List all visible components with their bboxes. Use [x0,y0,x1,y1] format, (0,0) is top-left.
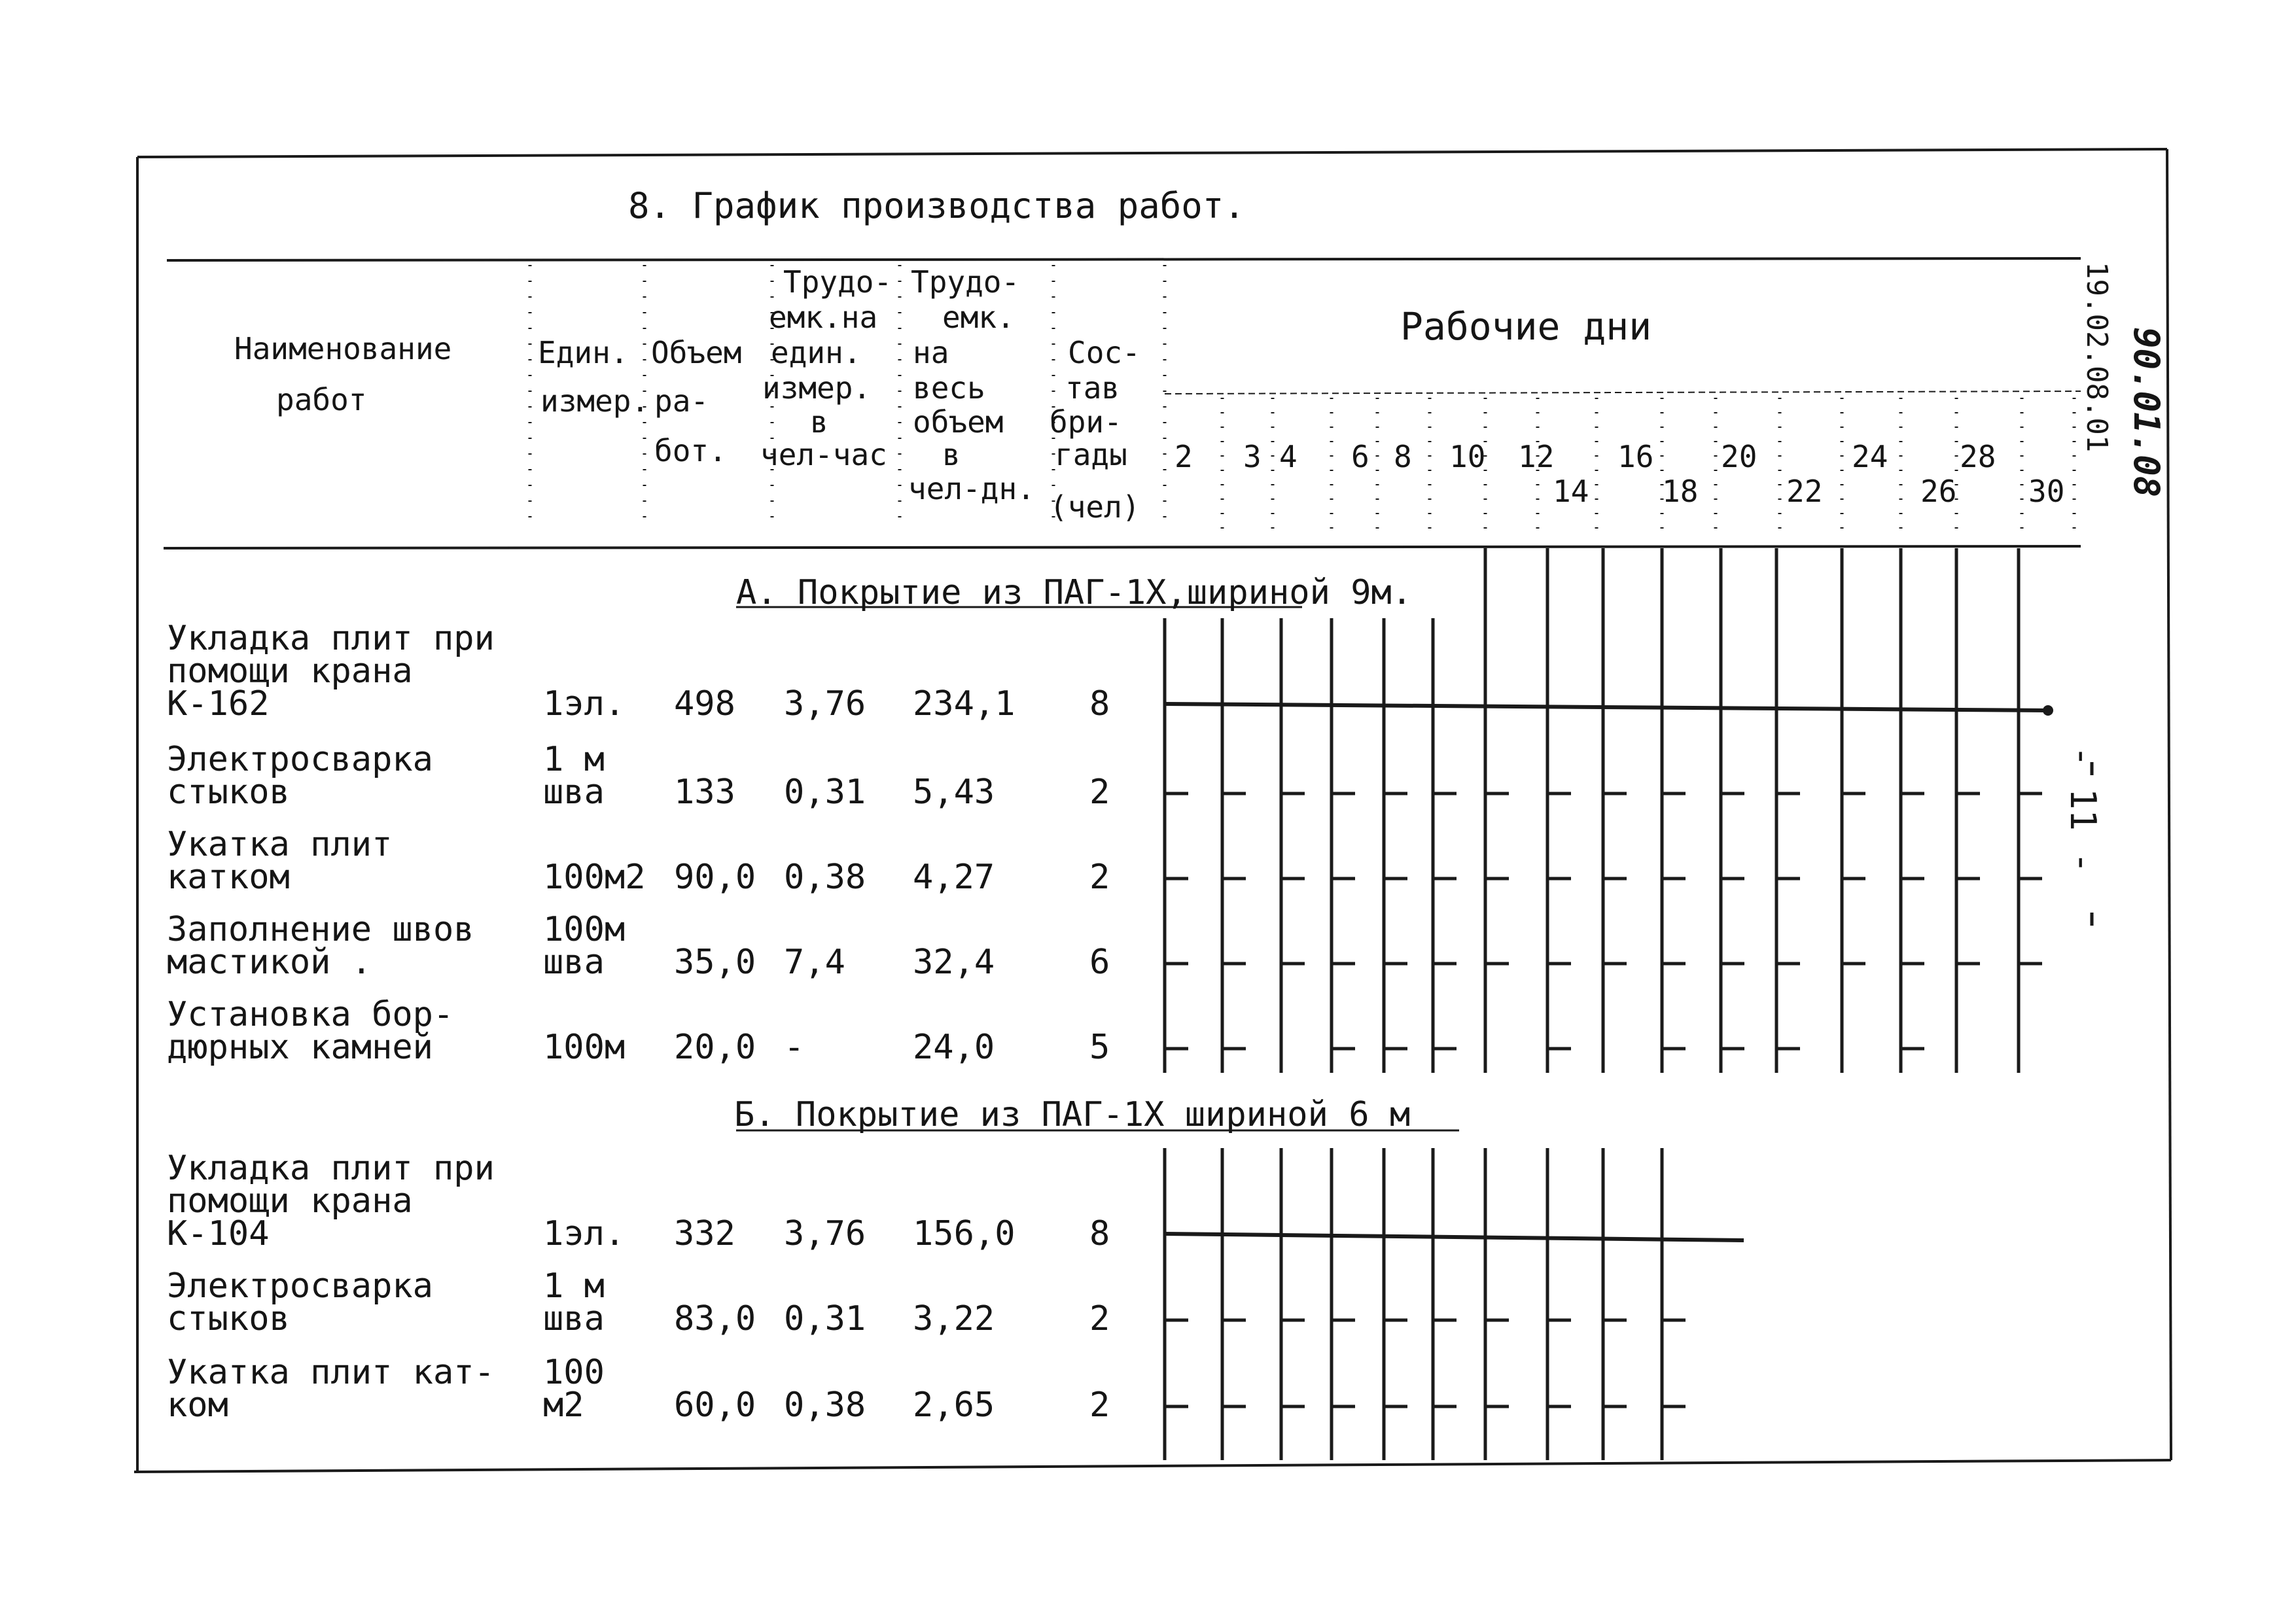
work-name-line: помощи крана [167,1181,413,1221]
frame-right [2167,149,2171,1460]
work-name-line: Электросварка [167,1266,433,1306]
work-name-line: Укатка плит [167,825,393,864]
header-unit-line: измер. [540,383,650,419]
work-crew-size: 2 [1089,1299,1110,1338]
work-crew-size: 6 [1089,943,1110,982]
work-name-line: Укладка плит при [167,1149,495,1188]
header-name-line: Наименование [234,331,452,366]
header-top-rule [167,258,2081,260]
section-title: А. Покрытие из ПАГ-1Х,шириной 9м. [736,573,1413,612]
work-unit: 100 [543,1353,605,1392]
work-labor-total: 32,4 [913,943,995,982]
header-labor-total-line: емк. [942,300,1015,335]
header-crew-line: тав [1065,370,1120,406]
work-crew-size: 8 [1089,684,1110,724]
header-labor-total-line: весь [913,370,985,406]
work-labor-per-unit: 0,31 [784,773,866,812]
work-name-line: Установка бор- [167,995,454,1034]
day-number-3: 3 [1243,439,1262,474]
work-unit: 1эл. [543,684,626,724]
work-unit: 1 м [543,740,605,779]
header-labor-total-line: объем [913,404,1004,440]
work-name-line: дюрных камней [167,1028,433,1067]
work-name-line: Электросварка [167,740,433,779]
day-number-2: 2 [1174,439,1193,474]
header-labor-unit-line: чел-час [760,437,887,472]
header-labor-unit-line: един. [771,335,862,370]
day-number-14: 14 [1553,474,1589,509]
header-labor-total-line: чел-дн. [908,471,1035,506]
frame-top [137,149,2167,157]
work-labor-per-unit: - [784,1028,805,1067]
gantt-bar-end [2043,705,2053,716]
work-labor-per-unit: 0,31 [784,1299,866,1338]
header-labor-total-line: Трудо- [911,264,1020,300]
work-name-line: мастикой . [167,943,372,982]
work-volume: 60,0 [674,1386,756,1425]
work-crew-size: 5 [1089,1028,1110,1067]
work-name-line: К-162 [167,684,270,724]
day-number-24: 24 [1852,439,1888,474]
header-name-line: работ [276,382,367,417]
work-name-line: стыков [167,773,290,812]
page-number: - 11 - [2062,746,2104,874]
header-crew-line: гады [1055,437,1127,472]
work-crew-size: 2 [1089,773,1110,812]
work-volume: 20,0 [674,1028,756,1067]
work-labor-total: 156,0 [913,1214,1016,1253]
header-labor-unit-line: емк.на [769,300,878,335]
work-unit: шва [543,1299,605,1338]
day-number-30: 30 [2028,474,2065,509]
work-name-line: ком [167,1386,228,1425]
work-volume: 35,0 [674,943,756,982]
day-number-4: 4 [1279,439,1298,474]
header-unit-line: Един. [538,335,629,370]
day-number-10: 10 [1449,439,1486,474]
day-number-20: 20 [1721,439,1757,474]
work-unit: 1эл. [543,1214,626,1253]
schedule-title: 8. График производства работ. [628,185,1245,226]
gantt-bar-continuous [1165,1234,1744,1240]
header-volume-line: бот. [654,433,727,468]
days-sub-rule [1165,391,2081,394]
work-unit: м2 [543,1386,584,1425]
work-name-line: катком [167,858,290,897]
days-title: Рабочие дни [1400,304,1652,349]
work-labor-total: 4,27 [913,858,995,897]
work-labor-total: 24,0 [913,1028,995,1067]
work-volume: 83,0 [674,1299,756,1338]
day-number-28: 28 [1960,439,1996,474]
work-unit: 100м2 [543,858,646,897]
work-labor-total: 234,1 [913,684,1016,724]
day-number-8: 8 [1394,439,1412,474]
work-volume: 498 [674,684,735,724]
day-number-12: 12 [1518,439,1555,474]
day-number-18: 18 [1662,474,1699,509]
work-volume: 133 [674,773,735,812]
work-labor-total: 2,65 [913,1386,995,1425]
day-number-16: 16 [1617,439,1654,474]
header-crew-line: бри- [1050,404,1122,440]
work-volume: 332 [674,1214,735,1253]
work-crew-size: 8 [1089,1214,1110,1253]
work-name-line: помощи крана [167,652,413,691]
work-unit: 1 м [543,1266,605,1306]
side-code-bold: 90.01.08 [2126,327,2167,498]
work-name-line: К-104 [167,1214,270,1253]
header-crew-line: Сос- [1068,335,1140,370]
header-labor-total-line: в [942,437,961,472]
work-labor-total: 3,22 [913,1299,995,1338]
work-unit: 100м [543,910,626,949]
work-labor-per-unit: 0,38 [784,858,866,897]
work-unit: шва [543,943,605,982]
work-labor-per-unit: 3,76 [784,1214,866,1253]
day-number-6: 6 [1351,439,1369,474]
header-volume-line: ра- [654,383,709,419]
work-unit: 100м [543,1028,626,1067]
work-name-line: Заполнение швов [167,910,474,949]
work-name-line: Укатка плит кат- [167,1353,495,1392]
work-labor-per-unit: 7,4 [784,943,845,982]
header-bottom-rule [164,546,2081,548]
day-number-22: 22 [1786,474,1823,509]
work-labor-total: 5,43 [913,773,995,812]
gantt-bar-continuous [1165,704,2048,710]
work-name-line: Укладка плит при [167,619,495,658]
work-labor-per-unit: 0,38 [784,1386,866,1425]
frame-bottom [134,1460,2171,1472]
side-code: 19.02.08.01 [2080,262,2113,453]
day-number-26: 26 [1920,474,1957,509]
work-unit: шва [543,773,605,812]
header-labor-unit-line: Трудо- [783,264,892,300]
section-title: Б. Покрытие из ПАГ-1Х шириной 6 м [734,1095,1411,1134]
work-crew-size: 2 [1089,1386,1110,1425]
header-volume-line: Объем [651,335,742,370]
work-volume: 90,0 [674,858,756,897]
work-name-line: стыков [167,1299,290,1338]
work-labor-per-unit: 3,76 [784,684,866,724]
header-labor-unit-line: измер. [762,370,872,406]
header-labor-total-line: на [913,335,949,370]
work-crew-size: 2 [1089,858,1110,897]
header-crew-line: (чел) [1050,489,1140,525]
header-labor-unit-line: в [810,404,828,440]
